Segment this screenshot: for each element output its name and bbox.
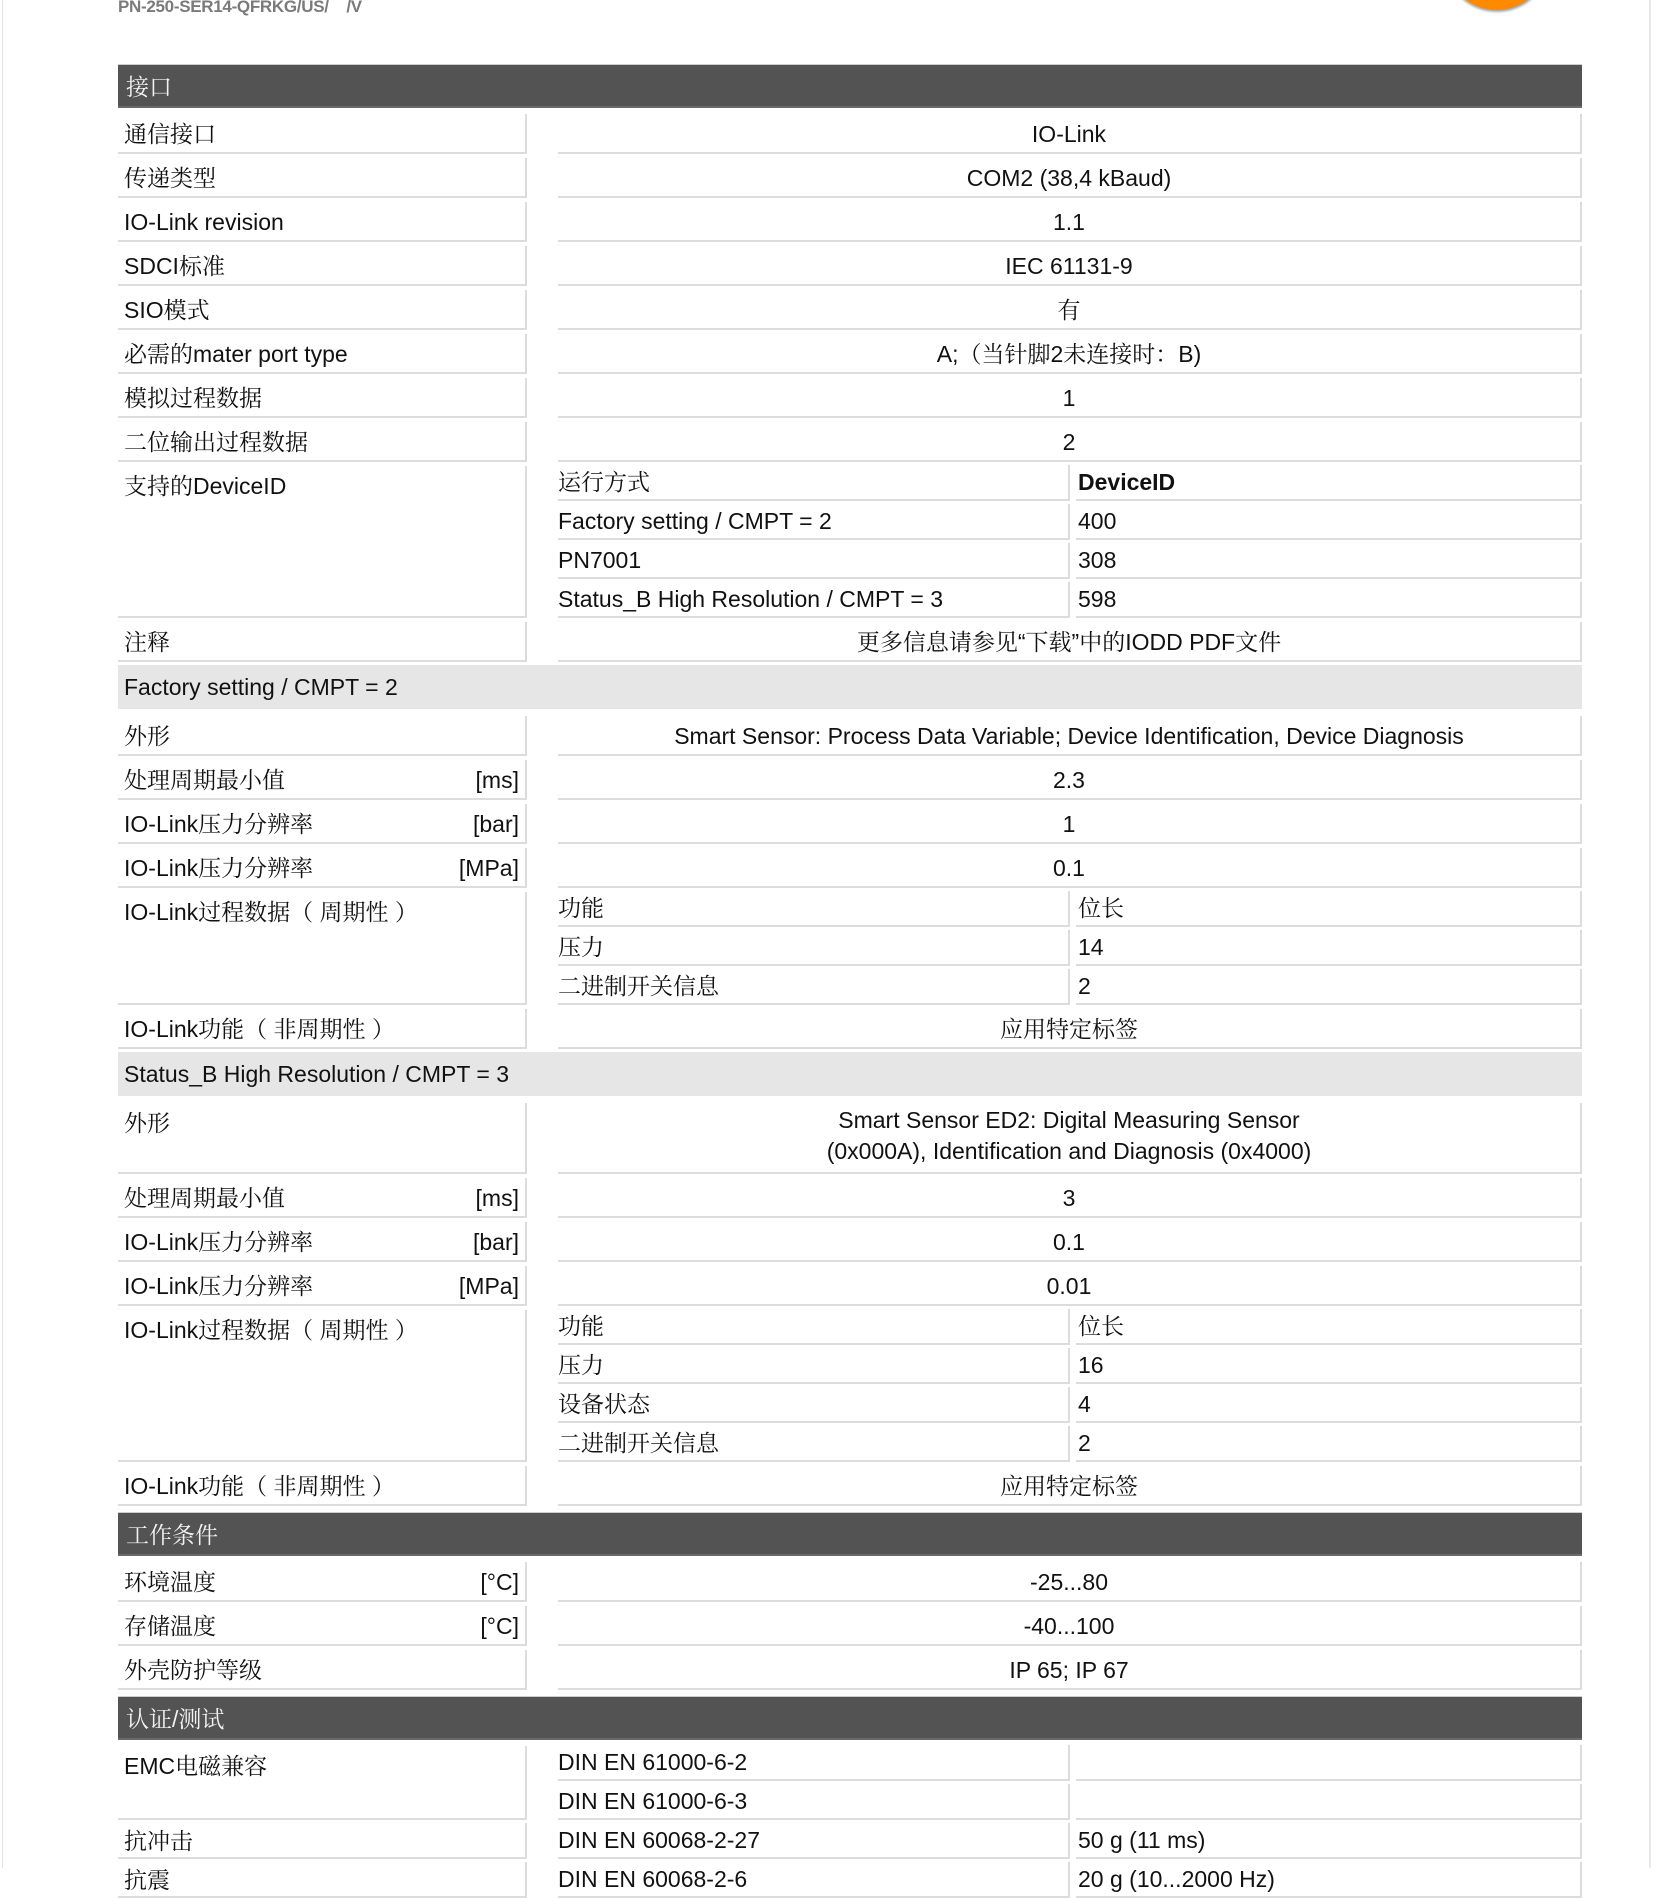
subheader-factory-setting: Factory setting / CMPT = 2 <box>118 665 1582 709</box>
row-value: A;（当针脚2未连接时：B) <box>558 334 1582 374</box>
unit-label: [ms] <box>475 1185 519 1211</box>
subtable-row: DIN EN 61000-6-3 <box>558 1781 1582 1820</box>
row-label: 二位输出过程数据 <box>124 429 308 455</box>
emc-subtable <box>558 1742 1582 1820</box>
row-value: 有 <box>558 290 1582 330</box>
row-label: 通信接口 <box>124 121 216 147</box>
table-row <box>118 1646 1582 1690</box>
table-row <box>118 1218 1582 1262</box>
row-label: IO-Link过程数据（ 周期性 ） <box>124 899 418 925</box>
row-value: IP 65; IP 67 <box>558 1650 1582 1690</box>
table-row <box>118 330 1582 374</box>
row-value: 0.1 <box>558 848 1582 888</box>
row-value: 2.3 <box>558 760 1582 800</box>
row-label: 抗震 <box>124 1867 170 1893</box>
device-id-subtable <box>558 462 1582 618</box>
table-row <box>118 374 1582 418</box>
process-data-subtable <box>558 888 1582 1005</box>
table-row <box>118 242 1582 286</box>
table-row <box>118 1174 1582 1218</box>
subheader-status-b: Status_B High Resolution / CMPT = 3 <box>118 1052 1582 1096</box>
row-label: 模拟过程数据 <box>124 385 262 411</box>
subtable-row: Status_B High Resolution / CMPT = 3 598 <box>558 579 1582 618</box>
subtable-row: DIN EN 60068-2-27 50 g (11 ms) <box>558 1820 1582 1859</box>
table-row <box>118 756 1582 800</box>
row-label: 外形 <box>124 1110 170 1136</box>
section-header-operating-conditions: 工作条件 <box>118 1512 1582 1556</box>
window-right-border <box>1649 0 1651 1868</box>
row-value: 应用特定标签 <box>558 1009 1582 1049</box>
subtable-row: 二进制开关信息 2 <box>558 966 1582 1005</box>
section-header-interface: 接口 <box>118 64 1582 108</box>
row-label: IO-Link压力分辨率 <box>124 1229 314 1255</box>
brand-logo-circle <box>1444 0 1550 10</box>
row-value: 1 <box>558 378 1582 418</box>
emc-row <box>118 1742 1582 1820</box>
row-value: 0.01 <box>558 1266 1582 1306</box>
row-label: 支持的DeviceID <box>124 473 287 499</box>
row-label: IO-Link功能（ 非周期性 ） <box>124 1016 395 1042</box>
unit-label: [bar] <box>472 811 519 837</box>
process-data-row <box>118 1306 1582 1462</box>
row-value: Smart Sensor: Process Data Variable; Device Identification, Device Diagnosis <box>558 716 1582 756</box>
spec-table <box>118 64 1582 1898</box>
table-row <box>118 712 1582 756</box>
subtable-row: 压力 16 <box>558 1345 1582 1384</box>
table-row <box>118 418 1582 462</box>
row-label: IO-Link压力分辨率 <box>124 1273 314 1299</box>
row-value: 1 <box>558 804 1582 844</box>
subtable-row: DIN EN 60068-2-6 20 g (10...2000 Hz) <box>558 1859 1582 1898</box>
unit-label: [MPa] <box>458 855 519 881</box>
unit-label: [ms] <box>475 767 519 793</box>
row-label: SDCI标准 <box>124 253 225 279</box>
device-id-row <box>118 462 1582 618</box>
document-id: PN-250-SER14-QFRKG/US/ /V <box>118 0 362 16</box>
row-label: 环境温度 <box>124 1569 216 1595</box>
row-label: IO-Link压力分辨率 <box>124 811 314 837</box>
table-row <box>118 1462 1582 1506</box>
subtable-header: 功能 位长 <box>558 888 1582 927</box>
row-value: 3 <box>558 1178 1582 1218</box>
row-value: IEC 61131-9 <box>558 246 1582 286</box>
row-value: -40...100 <box>558 1606 1582 1646</box>
table-row <box>118 198 1582 242</box>
unit-label: [°C] <box>480 1569 519 1595</box>
subtable-row: 设备状态 4 <box>558 1384 1582 1423</box>
row-label: IO-Link过程数据（ 周期性 ） <box>124 1317 418 1343</box>
row-label: IO-Link功能（ 非周期性 ） <box>124 1473 395 1499</box>
row-label: 处理周期最小值 <box>124 767 285 793</box>
row-value: Smart Sensor ED2: Digital Measuring Sensor (0x000A), Identification and Diagnosis (0x4000) <box>558 1103 1582 1174</box>
table-row <box>118 286 1582 330</box>
subtable-row: 压力 14 <box>558 927 1582 966</box>
row-value: 应用特定标签 <box>558 1466 1582 1506</box>
table-row <box>118 1602 1582 1646</box>
row-label: IO-Link revision <box>124 209 284 235</box>
row-value: 更多信息请参见“下载”中的IODD PDF文件 <box>558 622 1582 662</box>
shock-row <box>118 1820 1582 1859</box>
subtable-header: 功能 位长 <box>558 1306 1582 1345</box>
row-label: IO-Link压力分辨率 <box>124 855 314 881</box>
subtable-row: DIN EN 61000-6-2 <box>558 1742 1582 1781</box>
subtable-row: 二进制开关信息 2 <box>558 1423 1582 1462</box>
table-row <box>118 1558 1582 1602</box>
table-row <box>118 1099 1582 1174</box>
subtable-header: 运行方式 DeviceID <box>558 462 1582 501</box>
row-value: -25...80 <box>558 1562 1582 1602</box>
row-value: 1.1 <box>558 202 1582 242</box>
row-label: 外形 <box>124 723 170 749</box>
table-row <box>118 1005 1582 1049</box>
row-label: 传递类型 <box>124 165 216 191</box>
unit-label: [MPa] <box>458 1273 519 1299</box>
process-data-subtable <box>558 1306 1582 1462</box>
unit-label: [°C] <box>480 1613 519 1639</box>
row-value: COM2 (38,4 kBaud) <box>558 158 1582 198</box>
row-label: SIO模式 <box>124 297 210 323</box>
table-row <box>118 110 1582 154</box>
table-row <box>118 618 1582 662</box>
vibration-row <box>118 1859 1582 1898</box>
row-value: IO-Link <box>558 114 1582 154</box>
row-label: EMC电磁兼容 <box>124 1753 268 1779</box>
window-left-border <box>2 0 3 1868</box>
row-value: 2 <box>558 422 1582 462</box>
row-label: 必需的mater port type <box>124 341 348 367</box>
row-label: 注释 <box>124 629 170 655</box>
row-label: 外壳防护等级 <box>124 1657 262 1683</box>
table-row <box>118 800 1582 844</box>
row-value: 0.1 <box>558 1222 1582 1262</box>
subtable-row: PN7001 308 <box>558 540 1582 579</box>
row-label: 抗冲击 <box>124 1828 193 1854</box>
process-data-row <box>118 888 1582 1005</box>
subtable-row: Factory setting / CMPT = 2 400 <box>558 501 1582 540</box>
table-row <box>118 1262 1582 1306</box>
table-row <box>118 154 1582 198</box>
unit-label: [bar] <box>472 1229 519 1255</box>
row-label: 处理周期最小值 <box>124 1185 285 1211</box>
section-header-approvals: 认证/测试 <box>118 1696 1582 1740</box>
row-label: 存储温度 <box>124 1613 216 1639</box>
table-row <box>118 844 1582 888</box>
